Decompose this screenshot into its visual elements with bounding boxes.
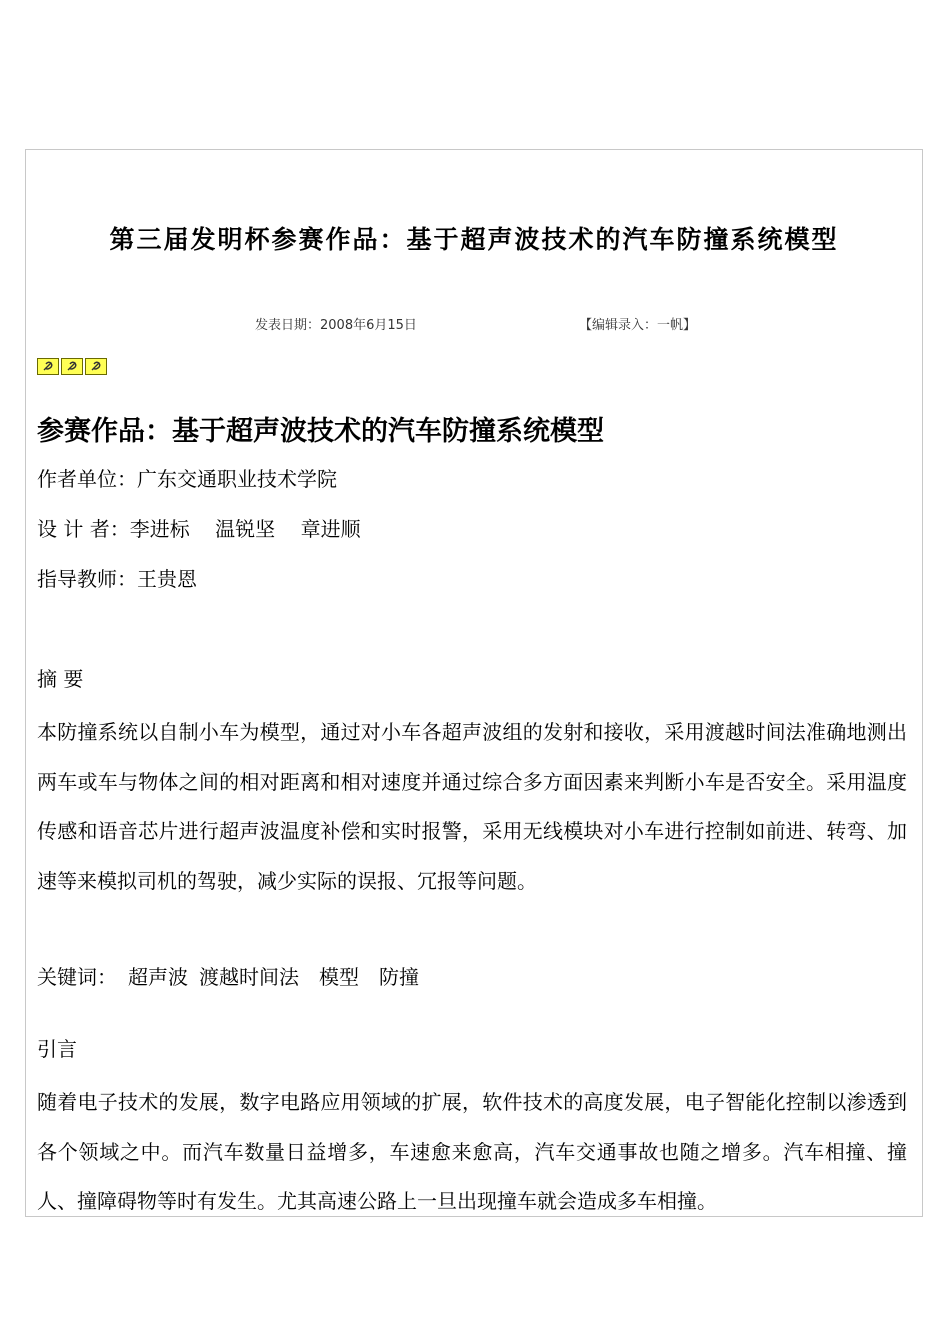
author-unit: 作者单位：广东交通职业技术学院 <box>37 467 337 491</box>
keywords-line <box>37 956 907 1006</box>
page-title: 第三届发明杯参赛作品：基于超声波技术的汽车防撞系统模型 <box>109 225 839 254</box>
keyword: 超声波 <box>128 965 188 989</box>
article-frame <box>25 149 923 1217</box>
toolbar-icons <box>37 358 109 375</box>
keyword: 模型 <box>319 965 359 989</box>
intro-title: 引言 <box>37 1037 77 1061</box>
publish-date: 发表日期：2008年6月15日 <box>255 318 417 333</box>
keyword: 防撞 <box>379 965 419 989</box>
article-body <box>37 410 907 1217</box>
spiral-icon[interactable] <box>85 358 107 375</box>
keywords-label: 关键词： <box>37 965 117 989</box>
article-heading: 参赛作品：基于超声波技术的汽车防撞系统模型 <box>37 416 604 447</box>
abstract-title: 摘 要 <box>37 667 84 691</box>
spiral-icon[interactable] <box>37 358 59 375</box>
abstract-text: 本防撞系统以自制小车为模型，通过对小车各超声波组的发射和接收，采用渡越时间法准确地测出两车或车与物体之间的相对距离和相对速度并通过综合多方面因素来判断小车是否安全。采用温度传感和语音芯片进行超声波温度补偿和实时报警，采用无线模块对小车进行控制如前进、转弯、加速等来模拟司机的驾驶，减少实际的误报、冗报等问题。 <box>37 720 907 893</box>
editor-credit: 【编辑录入：一帆】 <box>579 318 697 333</box>
spiral-icon[interactable] <box>61 358 83 375</box>
designers: 设 计 者：李进标 温锐坚 章进顺 <box>37 517 361 541</box>
keyword: 渡越时间法 <box>199 965 299 989</box>
intro-text: 随着电子技术的发展，数字电路应用领域的扩展，软件技术的高度发展，电子智能化控制以渗透到各个领域之中。而汽车数量日益增多，车速愈来愈高，汽车交通事故也随之增多。汽车相撞、撞人、撞障碍物等时有发生。尤其高速公路上一旦出现撞车就会造成多车相撞。 <box>37 1090 907 1213</box>
advisor: 指导教师：王贵恩 <box>37 567 197 591</box>
